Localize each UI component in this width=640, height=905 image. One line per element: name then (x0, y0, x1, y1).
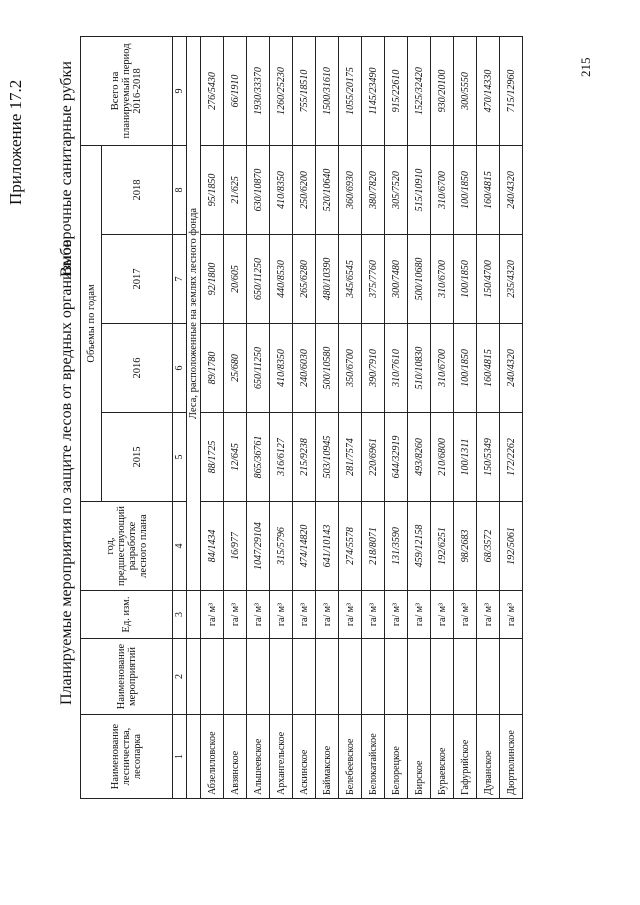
value-2018: 160/4815 (477, 145, 500, 234)
table-row (454, 36, 477, 798)
section-label: Леса, расположенные на землях лесного фонда (187, 36, 201, 590)
value-total: 1500/31610 (316, 36, 339, 145)
header-forestry: Наименование лесничества, лесопарка (81, 715, 173, 799)
table-row (339, 36, 362, 798)
value-total: 470/14330 (477, 36, 500, 145)
column-number: 8 (173, 145, 187, 234)
value-2018: 21/625 (224, 145, 247, 234)
measure-cell (270, 639, 293, 715)
value-total: 715/12960 (500, 36, 523, 145)
value-2017: 310/6700 (431, 235, 454, 324)
forestry-name: Баймакское (316, 715, 339, 799)
measure-cell (201, 639, 224, 715)
value-2015: 172/2262 (500, 413, 523, 502)
value-2015: 220/6961 (362, 413, 385, 502)
value-2015: 88/1725 (201, 413, 224, 502)
value-2018: 100/1850 (454, 145, 477, 234)
value-2016: 89/1780 (201, 324, 224, 413)
value-2015: 215/9238 (293, 413, 316, 502)
unit-cell: га/ м³ (201, 591, 224, 639)
value-year-before: 641/10143 (316, 502, 339, 591)
page-title: Планируемые мероприятия по защите лесов от вредных организмов (58, 239, 75, 705)
value-2016: 310/7610 (385, 324, 408, 413)
table-row (408, 36, 431, 798)
page-subtitle: Выборочные санитарные рубки (58, 61, 75, 277)
unit-cell: га/ м³ (477, 591, 500, 639)
value-2016: 310/6700 (431, 324, 454, 413)
value-year-before: 68/3572 (477, 502, 500, 591)
value-2016: 650/11250 (247, 324, 270, 413)
unit-cell: га/ м³ (293, 591, 316, 639)
header-2015: 2015 (102, 413, 173, 502)
value-2018: 305/7520 (385, 145, 408, 234)
measure-cell (362, 639, 385, 715)
header-2018: 2018 (102, 145, 173, 234)
forestry-name: Белебеевское (339, 715, 362, 799)
value-2018: 515/10910 (408, 145, 431, 234)
unit-cell: га/ м³ (224, 591, 247, 639)
value-2017: 650/11250 (247, 235, 270, 324)
column-number: 9 (173, 36, 187, 145)
measure-cell (339, 639, 362, 715)
measure-cell (385, 639, 408, 715)
table-row (224, 36, 247, 798)
value-total: 1055/20175 (339, 36, 362, 145)
value-year-before: 84/1434 (201, 502, 224, 591)
column-number: 6 (173, 324, 187, 413)
unit-cell: га/ м³ (362, 591, 385, 639)
unit-cell: га/ м³ (500, 591, 523, 639)
value-total: 300/5550 (454, 36, 477, 145)
forestry-name: Альшеевское (247, 715, 270, 799)
value-year-before: 131/3590 (385, 502, 408, 591)
value-year-before: 218/8071 (362, 502, 385, 591)
value-2017: 92/1800 (201, 235, 224, 324)
value-total: 1260/25230 (270, 36, 293, 145)
measure-cell (247, 639, 270, 715)
value-2017: 300/7480 (385, 235, 408, 324)
column-number: 7 (173, 235, 187, 324)
value-2017: 375/7760 (362, 235, 385, 324)
table-row (293, 36, 316, 798)
value-2015: 493/8260 (408, 413, 431, 502)
value-2016: 100/1850 (454, 324, 477, 413)
forestry-name: Белорецкое (385, 715, 408, 799)
value-2017: 345/6545 (339, 235, 362, 324)
unit-cell: га/ м³ (270, 591, 293, 639)
value-year-before: 315/5796 (270, 502, 293, 591)
value-2017: 235/4320 (500, 235, 523, 324)
value-2017: 150/4700 (477, 235, 500, 324)
column-number: 2 (173, 639, 187, 715)
column-number: 4 (173, 502, 187, 591)
forestry-name: Бирское (408, 715, 431, 799)
header-year-before: год, предшествующий разработке лесного плана (81, 502, 173, 591)
appendix-label: Приложение 17.2 (6, 79, 25, 205)
value-total: 1525/32420 (408, 36, 431, 145)
value-2018: 240/4320 (500, 145, 523, 234)
value-2018: 310/6700 (431, 145, 454, 234)
value-2016: 510/10830 (408, 324, 431, 413)
forestry-name: Аскинское (293, 715, 316, 799)
table-row (270, 36, 293, 798)
table-row (316, 36, 339, 798)
forestry-name: Дюртюлинское (500, 715, 523, 799)
value-2017: 265/6280 (293, 235, 316, 324)
value-2015: 865/36761 (247, 413, 270, 502)
value-total: 755/18510 (293, 36, 316, 145)
value-total: 1145/23490 (362, 36, 385, 145)
value-2017: 500/10680 (408, 235, 431, 324)
value-year-before: 274/5578 (339, 502, 362, 591)
value-2015: 100/1311 (454, 413, 477, 502)
value-2015: 316/6127 (270, 413, 293, 502)
unit-cell: га/ м³ (385, 591, 408, 639)
forestry-name: Абзелиловское (201, 715, 224, 799)
value-year-before: 16/977 (224, 502, 247, 591)
value-2017: 480/10390 (316, 235, 339, 324)
value-2017: 100/1850 (454, 235, 477, 324)
table-row (201, 36, 224, 798)
column-number: 3 (173, 591, 187, 639)
unit-cell: га/ м³ (339, 591, 362, 639)
table-row (431, 36, 454, 798)
value-2016: 160/4815 (477, 324, 500, 413)
column-number: 5 (173, 413, 187, 502)
forestry-name: Авзянское (224, 715, 247, 799)
value-year-before: 459/12158 (408, 502, 431, 591)
value-2015: 503/10945 (316, 413, 339, 502)
column-number: 1 (173, 715, 187, 799)
forestry-name: Дуванское (477, 715, 500, 799)
value-year-before: 1047/29104 (247, 502, 270, 591)
value-2016: 500/10580 (316, 324, 339, 413)
value-2017: 20/605 (224, 235, 247, 324)
measures-table (80, 36, 523, 799)
section-row (187, 36, 201, 798)
value-2018: 630/10870 (247, 145, 270, 234)
value-total: 276/5430 (201, 36, 224, 145)
measure-cell (408, 639, 431, 715)
measure-cell (500, 639, 523, 715)
value-2016: 410/8350 (270, 324, 293, 413)
value-2018: 410/8350 (270, 145, 293, 234)
column-number-row (173, 36, 187, 798)
value-2018: 360/6930 (339, 145, 362, 234)
forestry-name: Гафурийское (454, 715, 477, 799)
header-total: Всего на планируемый период 2016-2018 (81, 36, 173, 145)
header-measure: Наименование мероприятий (81, 639, 173, 715)
header-volumes-by-year: Объемы по годам (81, 145, 102, 501)
value-2018: 95/1850 (201, 145, 224, 234)
unit-cell: га/ м³ (431, 591, 454, 639)
unit-cell: га/ м³ (408, 591, 431, 639)
value-total: 66/1910 (224, 36, 247, 145)
forestry-name: Бураевское (431, 715, 454, 799)
value-2016: 390/7910 (362, 324, 385, 413)
table-row (247, 36, 270, 798)
measure-cell (454, 639, 477, 715)
value-2015: 12/645 (224, 413, 247, 502)
measure-cell (477, 639, 500, 715)
value-2018: 520/10640 (316, 145, 339, 234)
header-unit: Ед. изм. (81, 591, 173, 639)
forestry-name: Белокатайское (362, 715, 385, 799)
header-2016: 2016 (102, 324, 173, 413)
measure-cell (224, 639, 247, 715)
value-total: 930/20100 (431, 36, 454, 145)
value-year-before: 192/5061 (500, 502, 523, 591)
unit-cell: га/ м³ (454, 591, 477, 639)
value-total: 1930/33370 (247, 36, 270, 145)
value-2015: 281/7574 (339, 413, 362, 502)
table-row (385, 36, 408, 798)
table-row (500, 36, 523, 798)
value-2015: 150/5349 (477, 413, 500, 502)
value-year-before: 192/6251 (431, 502, 454, 591)
value-2015: 210/6800 (431, 413, 454, 502)
table-row (477, 36, 500, 798)
value-2016: 240/6030 (293, 324, 316, 413)
value-2018: 380/7820 (362, 145, 385, 234)
unit-cell: га/ м³ (247, 591, 270, 639)
value-2016: 25/680 (224, 324, 247, 413)
page-number: 215 (578, 57, 593, 77)
value-2016: 350/6700 (339, 324, 362, 413)
table-row (362, 36, 385, 798)
header-2017: 2017 (102, 235, 173, 324)
value-total: 915/22610 (385, 36, 408, 145)
value-2015: 644/32919 (385, 413, 408, 502)
value-year-before: 98/2683 (454, 502, 477, 591)
measure-cell (316, 639, 339, 715)
value-2016: 240/4320 (500, 324, 523, 413)
forestry-name: Архангельское (270, 715, 293, 799)
unit-cell: га/ м³ (316, 591, 339, 639)
value-2018: 250/6200 (293, 145, 316, 234)
value-2017: 440/8530 (270, 235, 293, 324)
measure-cell (293, 639, 316, 715)
measure-cell (431, 639, 454, 715)
value-year-before: 474/14820 (293, 502, 316, 591)
